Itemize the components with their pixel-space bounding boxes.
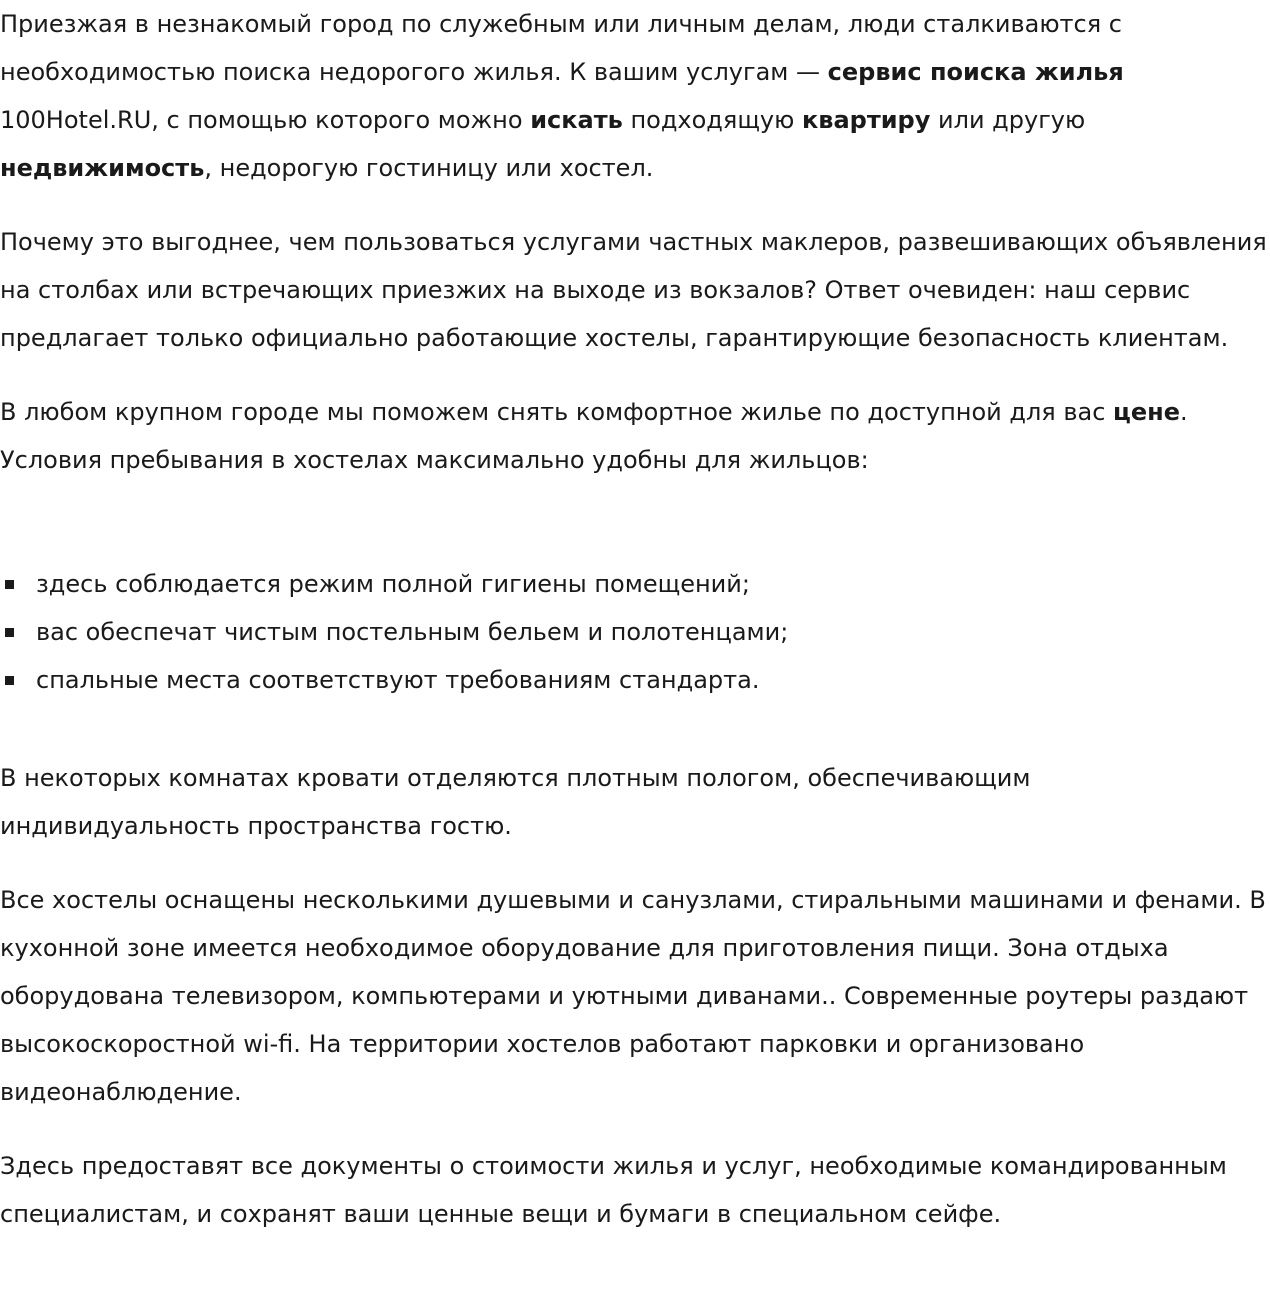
text-fragment: . Условия пребывания в хостелах максимально удобны для жильцов: bbox=[0, 398, 1188, 474]
bold-apartment: квартиру bbox=[801, 106, 931, 134]
square-bullet-icon bbox=[5, 676, 14, 685]
amenities-paragraph: Все хостелы оснащены несколькими душевыми и санузлами, стиральными машинами и фенами. В кухонной зоне имеется необходимое оборудование для приготовления пищи. Зона отдыха оборудована телевизором, компьютерами и уютными диванами.. Современные роутеры раздают высокоскоростной wi-fi. На территории хостелов работают парковки и организовано видеонаблюдение. bbox=[0, 886, 1266, 1106]
list-item-text: здесь соблюдается режим полной гигиены помещений; bbox=[36, 570, 750, 598]
why-paragraph: Почему это выгоднее, чем пользоваться услугами частных маклеров, развешивающих объявления на столбах или встречающих приезжих на выходе из вокзалов? Ответ очевиден: наш сервис предлагает только официально работающие хостелы, гарантирующие безопасность клиентам. bbox=[0, 228, 1267, 352]
text-fragment: подходящую bbox=[622, 106, 802, 134]
city-paragraph bbox=[0, 388, 1270, 484]
text-fragment: или другую bbox=[930, 106, 1086, 134]
bold-search: искать bbox=[530, 106, 623, 134]
text-fragment: 100Hotel.RU, с помощью которого можно bbox=[0, 106, 531, 134]
list-item bbox=[0, 656, 1270, 704]
features-list bbox=[0, 510, 1270, 754]
bold-service-name: сервис поиска жилья bbox=[827, 58, 1124, 86]
square-bullet-icon bbox=[5, 628, 14, 637]
list-item-text: спальные места соответствуют требованиям стандарта. bbox=[36, 666, 760, 694]
beds-paragraph: В некоторых комнатах кровати отделяются плотным пологом, обеспечивающим индивидуальность пространства гостю. bbox=[0, 764, 1031, 840]
intro-paragraph bbox=[0, 0, 1270, 192]
text-fragment: Приезжая в незнакомый город по служебным или личным делам, люди сталкиваются с необходимостью поиска недорогого жилья. К вашим услугам — bbox=[0, 10, 1122, 86]
documents-paragraph: Здесь предоставят все документы о стоимости жилья и услуг, необходимые командированным специалистам, и сохранят ваши ценные вещи и бумаги в специальном сейфе. bbox=[0, 1152, 1227, 1228]
list-item-text: вас обеспечат чистым постельным бельем и полотенцами; bbox=[36, 618, 789, 646]
bold-price: цене bbox=[1113, 398, 1180, 426]
square-bullet-icon bbox=[5, 580, 14, 589]
text-fragment: , недорогую гостиницу или хостел. bbox=[204, 154, 654, 182]
text-fragment: В любом крупном городе мы поможем снять комфортное жилье по доступной для вас bbox=[0, 398, 1114, 426]
bold-real-estate: недвижимость bbox=[0, 154, 205, 182]
list-item bbox=[0, 608, 1270, 656]
list-item bbox=[0, 560, 1270, 608]
